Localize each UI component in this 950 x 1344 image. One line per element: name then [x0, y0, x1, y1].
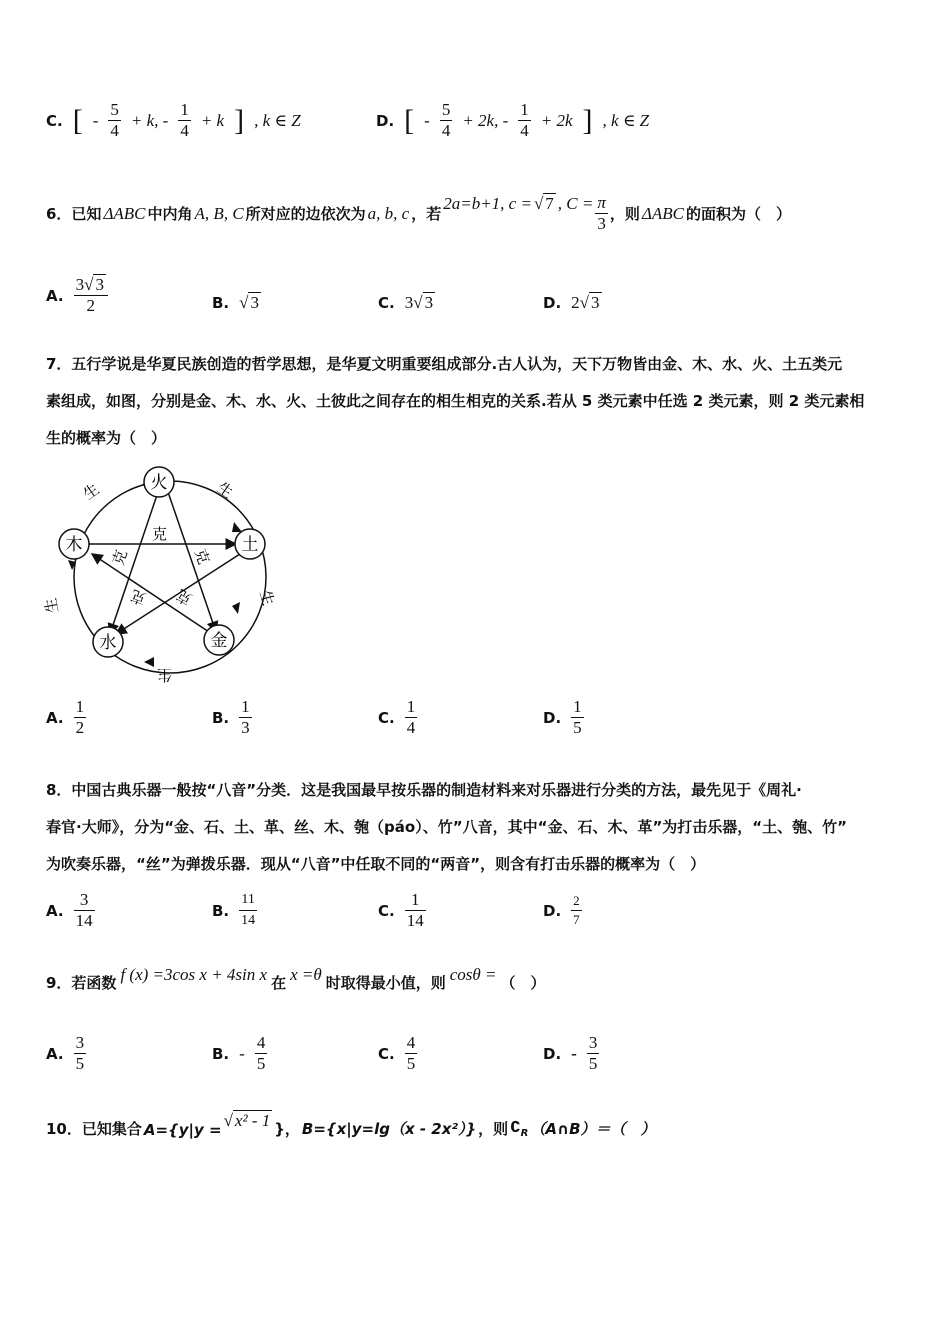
q9-math: x =θ — [290, 965, 322, 984]
svg-text:克: 克 — [128, 586, 149, 609]
expr-part: + k, - — [130, 110, 169, 130]
bracket-right: ] — [582, 103, 593, 137]
option-label: D. — [543, 1044, 562, 1063]
complement-symbol: $∁_R$ — [510, 1118, 529, 1139]
q6-math: a, b, c — [367, 203, 410, 223]
q5-option-d[interactable] — [376, 100, 649, 141]
option-label: A. — [46, 708, 64, 727]
q9-option-b[interactable] — [212, 1033, 267, 1074]
fraction: $\frac{1}{5}$ — [573, 697, 582, 737]
q9-text: （ ） — [500, 974, 546, 992]
fraction: $\frac{3√ 3}{2}$ — [74, 275, 108, 316]
option-label: D. — [376, 111, 395, 130]
q6-text: 的面积为（ ） — [686, 205, 792, 223]
q9-option-c[interactable] — [378, 1033, 417, 1074]
q6-option-c[interactable] — [378, 293, 435, 313]
sheng-labels — [42, 479, 278, 684]
option-label: B. — [212, 294, 230, 312]
fraction: $\frac{1}{2}$ — [75, 697, 85, 737]
q9-text: 在 — [271, 974, 287, 992]
svg-text:生: 生 — [256, 588, 278, 608]
svg-text:火: 火 — [150, 473, 168, 493]
q10-text: }， — [274, 1120, 300, 1138]
option-label: A. — [46, 286, 64, 305]
expr-part: + 2k, - — [462, 110, 509, 130]
q6-option-b[interactable] — [212, 293, 261, 313]
q6-text: ，若 — [411, 205, 442, 223]
minus-sign: - — [571, 1043, 577, 1063]
fraction: $\frac{5}{4}$ — [441, 100, 451, 140]
fraction: $\frac{3}{5}$ — [75, 1033, 85, 1073]
svg-text:生: 生 — [41, 596, 62, 615]
q8-option-a[interactable] — [46, 890, 95, 931]
svg-text:生: 生 — [213, 478, 237, 502]
minus-sign: - — [92, 110, 99, 130]
q7-option-c[interactable] — [378, 697, 417, 738]
expr-tail: , k ∈ Z — [254, 110, 301, 130]
option-label: C. — [378, 1044, 395, 1063]
q7-option-a[interactable] — [46, 697, 86, 738]
fraction: $\frac{2}{7}$ — [573, 893, 580, 927]
q10-text: ，则 — [478, 1120, 509, 1138]
expr-part: + k — [200, 110, 225, 130]
bracket-right: ] — [234, 103, 245, 137]
fraction: $\frac{1}{4}$ — [520, 100, 529, 140]
q7-option-b[interactable] — [212, 697, 252, 738]
option-label: A. — [46, 901, 64, 920]
fraction: $\frac{1}{3}$ — [241, 697, 250, 737]
expr-part: + 2k — [540, 110, 573, 130]
svg-text:克: 克 — [173, 585, 196, 609]
svg-text:土: 土 — [241, 535, 259, 555]
element-water — [93, 627, 123, 657]
option-label: B. — [212, 708, 230, 727]
fraction: $\frac{1}{14}$ — [406, 890, 424, 930]
sqrt: 3√ 3 — [404, 293, 434, 312]
question-6 — [46, 193, 791, 234]
q9-text: 9．若函数 — [46, 974, 117, 992]
element-earth — [235, 529, 265, 559]
q6-text: 中内角 — [147, 205, 193, 223]
fraction: $\frac{3}{5}$ — [588, 1033, 598, 1073]
svg-text:克: 克 — [152, 525, 168, 543]
q8-option-b[interactable] — [212, 890, 257, 931]
fraction-pi-3: $\frac{\pi}{3}$ — [597, 193, 606, 233]
q6-text: ，则 — [609, 205, 640, 223]
sqrt: √ x² - 1 — [223, 1111, 271, 1130]
option-label: D. — [543, 901, 562, 920]
fraction: $\frac{3}{14}$ — [75, 890, 93, 930]
svg-text:木: 木 — [65, 535, 83, 555]
q8-option-d[interactable] — [543, 892, 582, 929]
q9-option-a[interactable] — [46, 1033, 86, 1074]
fraction: $\frac{1}{4}$ — [180, 100, 189, 140]
q8-line: 为吹奏乐器，“丝”为弹拨乐器．现从“八音”中任取不同的“两音”，则含有打击乐器的概率为（ ） — [46, 855, 706, 873]
fraction: $\frac{11}{14}$ — [241, 892, 256, 928]
q10-text: （A∩B）＝（ ） — [530, 1120, 656, 1138]
element-fire — [144, 467, 174, 497]
sqrt: 2√ 3 — [571, 293, 600, 312]
fraction: $\frac{4}{5}$ — [406, 1033, 416, 1073]
q6-text: 6．已知 — [46, 205, 102, 223]
q6-math: , C = — [557, 193, 594, 213]
q6-math: A, B, C — [194, 203, 244, 223]
fraction: $\frac{1}{4}$ — [406, 697, 416, 737]
sqrt: √ 7 — [533, 193, 554, 213]
q7-line: 生的概率为（ ） — [46, 429, 167, 447]
bracket-left: [ — [404, 103, 415, 137]
sqrt: √ 3 — [239, 293, 259, 312]
option-label: D. — [543, 708, 562, 727]
option-label: C. — [46, 111, 63, 130]
q9-math: cosθ = — [449, 965, 497, 984]
q10-math: A={y|y = — [143, 1121, 222, 1139]
q6-option-d[interactable] — [543, 293, 602, 313]
option-label: D. — [543, 294, 562, 312]
svg-text:生: 生 — [156, 666, 172, 684]
q6-math: ΔABC — [103, 203, 146, 223]
element-metal — [204, 625, 234, 655]
q7-line: 7．五行学说是华夏民族创造的哲学思想，是华夏文明重要组成部分.古人认为，天下万物皆由金、木、水、火、土五类元 — [46, 355, 843, 373]
q6-option-a[interactable] — [46, 275, 108, 316]
q6-math: ΔABC — [641, 203, 684, 223]
option-label: B. — [212, 901, 230, 920]
svg-text:水: 水 — [99, 633, 117, 653]
q7-line: 素组成，如图，分别是金、木、水、火、土彼此之间存在的相生相克的关系.若从 5 类元素中任选 2 类元素，则 2 类元素相 — [46, 392, 865, 410]
option-label: C. — [378, 294, 395, 312]
minus-sign: - — [424, 110, 430, 130]
svg-text:克: 克 — [108, 547, 131, 568]
q5-option-c[interactable] — [46, 100, 301, 141]
q10-text: 10．已知集合 — [46, 1120, 142, 1138]
q9-text: 时取得最小值，则 — [325, 974, 446, 992]
minus-sign: - — [239, 1043, 245, 1063]
q9-math: f (x) =3cos x + 4sin x — [120, 965, 268, 984]
five-elements-diagram — [41, 462, 284, 692]
svg-text:金: 金 — [210, 631, 228, 651]
expr-tail: , k ∈ Z — [602, 110, 650, 130]
question-7 — [46, 346, 916, 457]
option-label: C. — [378, 901, 395, 920]
q9-option-d[interactable] — [543, 1033, 599, 1074]
element-wood — [59, 529, 89, 559]
svg-text:克: 克 — [190, 546, 213, 567]
question-9 — [46, 965, 546, 995]
svg-text:生: 生 — [79, 479, 103, 504]
option-label: A. — [46, 1044, 64, 1063]
q8-option-c[interactable] — [378, 890, 426, 931]
bracket-left: [ — [72, 103, 83, 137]
q6-math: 2a=b+1, c = — [443, 193, 532, 213]
option-label: B. — [212, 1044, 230, 1063]
q10-math: B={x|y=lg（x - 2x²）} — [301, 1120, 477, 1138]
fraction: $\frac{4}{5}$ — [256, 1033, 266, 1073]
q6-text: 所对应的边依次为 — [245, 205, 366, 223]
q8-line: 8．中国古典乐器一般按“八音”分类．这是我国最早按乐器的制造材料来对乐器进行分类的方法，最先见于《周礼· — [46, 781, 802, 799]
ke-labels — [109, 525, 213, 609]
option-label: C. — [378, 708, 395, 727]
fraction: $\frac{5}{4}$ — [110, 100, 119, 140]
question-8 — [46, 772, 926, 883]
question-10 — [46, 1111, 656, 1139]
q7-option-d[interactable] — [543, 697, 584, 738]
q8-line: 春官·大师》，分为“金、石、土、革、丝、木、匏（páo）、竹”八音，其中“金、石、木、革”为打击乐器，“土、匏、竹” — [46, 818, 848, 836]
